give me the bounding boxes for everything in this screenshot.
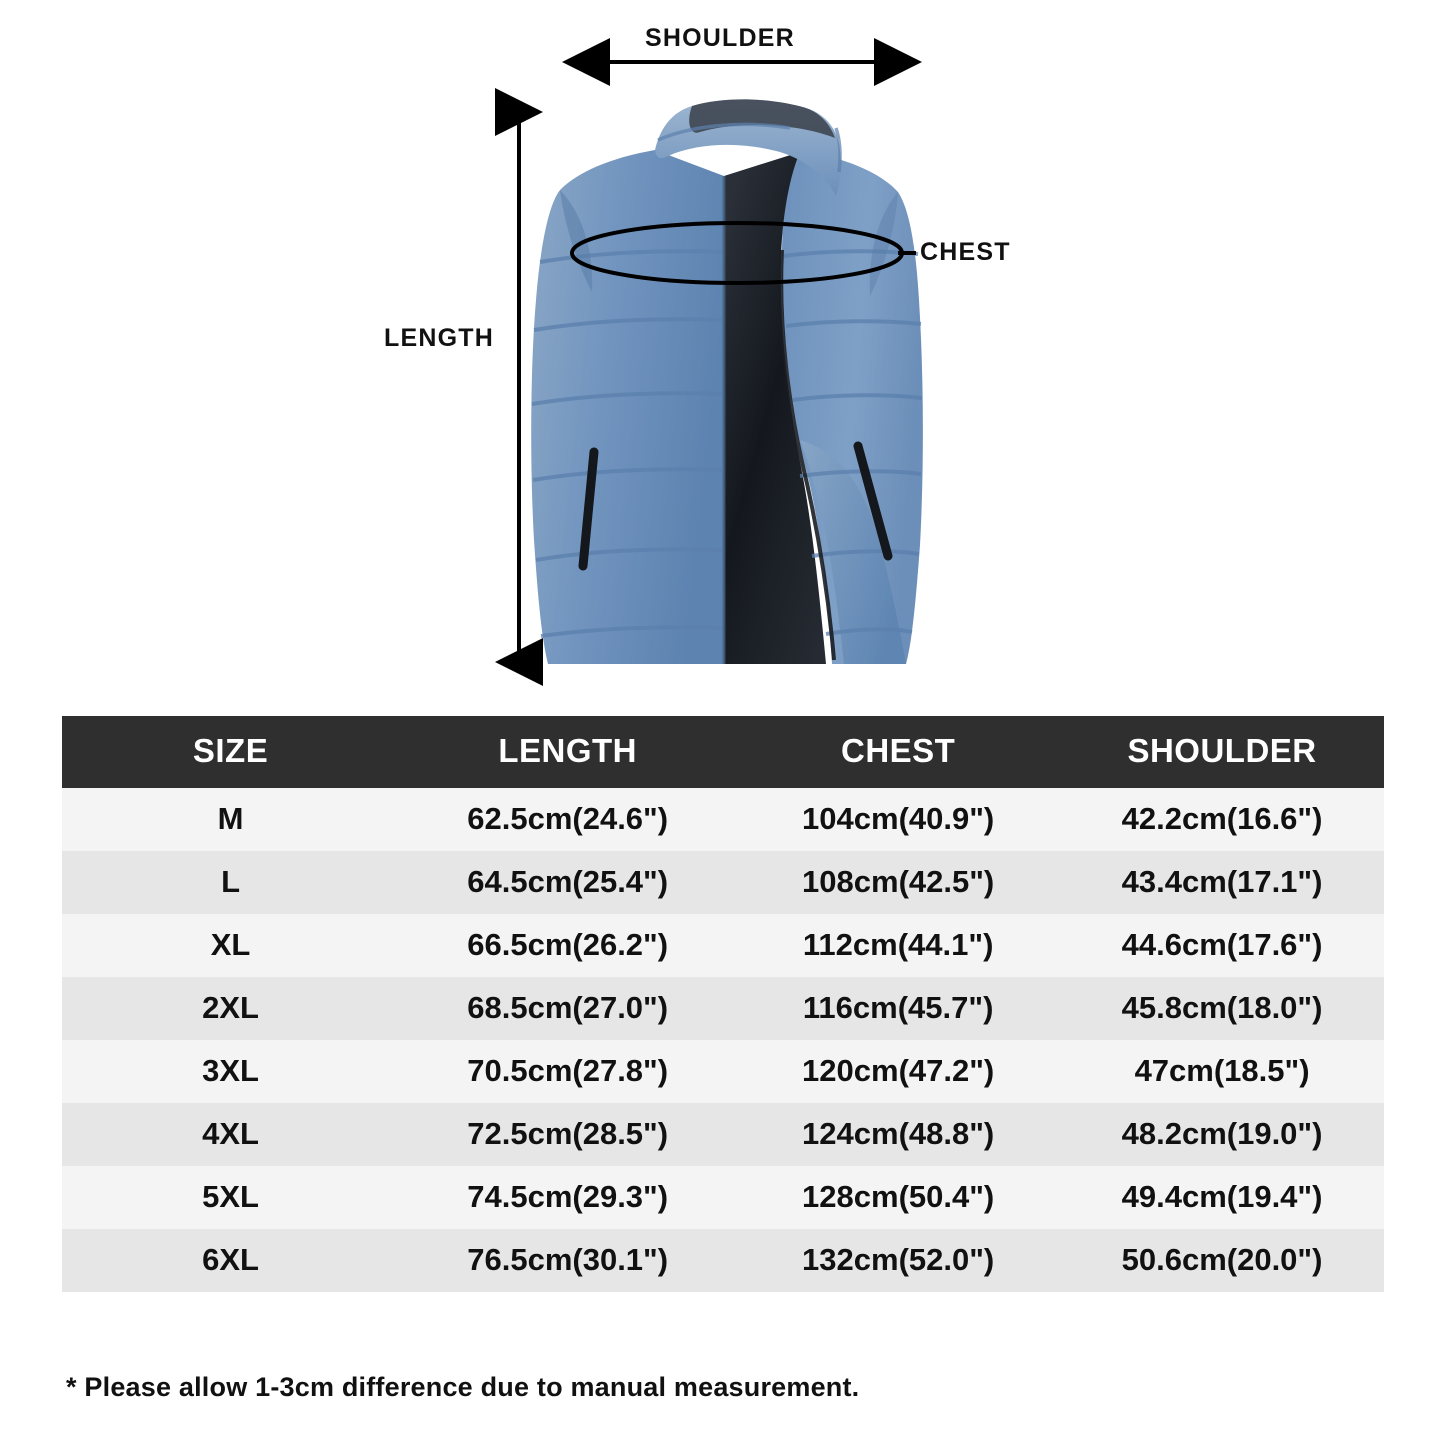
table-row: [62, 1103, 1384, 1166]
cell-length: 64.5cm(25.4"): [399, 851, 736, 914]
vest-diagram-svg: [0, 0, 1445, 700]
size-chart-table: [62, 716, 1384, 1292]
table-header: [62, 716, 1384, 788]
cell-chest: 128cm(50.4"): [736, 1166, 1060, 1229]
cell-length: 72.5cm(28.5"): [399, 1103, 736, 1166]
cell-size: M: [62, 788, 399, 851]
cell-length: 62.5cm(24.6"): [399, 788, 736, 851]
length-measurement-label: LENGTH: [384, 324, 494, 352]
cell-shoulder: 44.6cm(17.6"): [1060, 914, 1384, 977]
garment-illustration: [0, 0, 1445, 700]
table-body: [62, 788, 1384, 1292]
cell-size: 2XL: [62, 977, 399, 1040]
cell-shoulder: 42.2cm(16.6"): [1060, 788, 1384, 851]
table-row: [62, 788, 1384, 851]
cell-shoulder: 49.4cm(19.4"): [1060, 1166, 1384, 1229]
cell-shoulder: 48.2cm(19.0"): [1060, 1103, 1384, 1166]
cell-size: 6XL: [62, 1229, 399, 1292]
table-row: [62, 1166, 1384, 1229]
cell-length: 66.5cm(26.2"): [399, 914, 736, 977]
cell-size: 5XL: [62, 1166, 399, 1229]
table-header-row: [62, 716, 1384, 788]
cell-length: 74.5cm(29.3"): [399, 1166, 736, 1229]
cell-length: 68.5cm(27.0"): [399, 977, 736, 1040]
cell-size: 3XL: [62, 1040, 399, 1103]
cell-shoulder: 45.8cm(18.0"): [1060, 977, 1384, 1040]
cell-length: 76.5cm(30.1"): [399, 1229, 736, 1292]
column-header-length: LENGTH: [399, 716, 736, 788]
cell-chest: 104cm(40.9"): [736, 788, 1060, 851]
column-header-size: SIZE: [62, 716, 399, 788]
cell-size: L: [62, 851, 399, 914]
column-header-shoulder: SHOULDER: [1060, 716, 1384, 788]
cell-chest: 132cm(52.0"): [736, 1229, 1060, 1292]
table-row: [62, 851, 1384, 914]
table-row: [62, 914, 1384, 977]
cell-size: 4XL: [62, 1103, 399, 1166]
cell-chest: 108cm(42.5"): [736, 851, 1060, 914]
chest-measurement-label: CHEST: [920, 238, 1011, 266]
cell-chest: 112cm(44.1"): [736, 914, 1060, 977]
cell-shoulder: 43.4cm(17.1"): [1060, 851, 1384, 914]
table-row: [62, 1040, 1384, 1103]
cell-chest: 116cm(45.7"): [736, 977, 1060, 1040]
cell-shoulder: 50.6cm(20.0"): [1060, 1229, 1384, 1292]
cell-length: 70.5cm(27.8"): [399, 1040, 736, 1103]
table-row: [62, 1229, 1384, 1292]
shoulder-measurement-label: SHOULDER: [645, 24, 795, 52]
cell-size: XL: [62, 914, 399, 977]
size-chart-table-wrapper: [62, 716, 1384, 1292]
cell-shoulder: 47cm(18.5"): [1060, 1040, 1384, 1103]
table-row: [62, 977, 1384, 1040]
column-header-chest: CHEST: [736, 716, 1060, 788]
vest-graphic: [531, 99, 923, 664]
cell-chest: 124cm(48.8"): [736, 1103, 1060, 1166]
measurement-disclaimer: * Please allow 1-3cm difference due to manual measurement.: [66, 1372, 860, 1402]
cell-chest: 120cm(47.2"): [736, 1040, 1060, 1103]
